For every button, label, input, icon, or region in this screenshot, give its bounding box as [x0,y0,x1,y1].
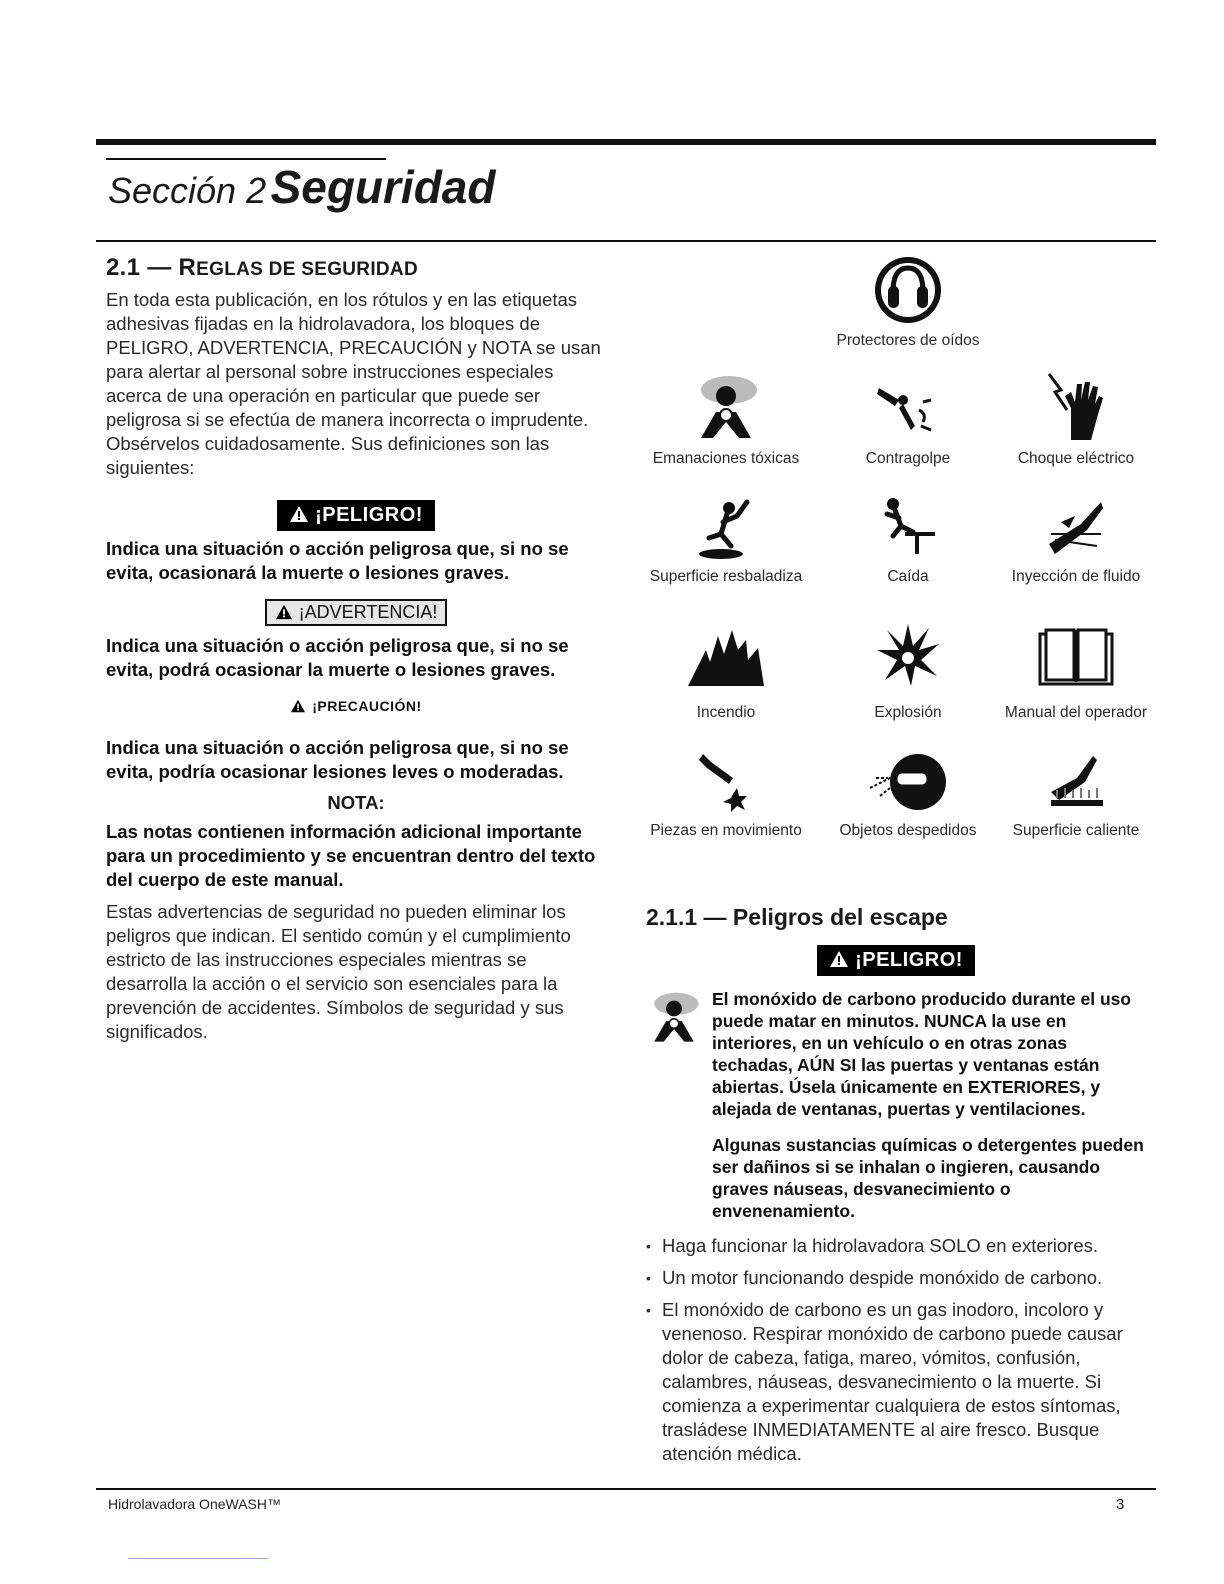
symbol-moving-parts [640,748,812,840]
warning-signal-word: ¡ADVERTENCIA! [265,599,448,626]
ear-protection-icon [873,252,943,328]
list-item: • Un motor funcionando despide monóxido de carbono. [646,1266,1146,1290]
symbol-caption: Inyección de fluido [1011,568,1141,585]
list-item: • Haga funcionar la hidrolavadora SOLO en exteriores. [646,1234,1146,1258]
moving-parts-icon [691,748,761,818]
symbol-caption: Manual del operador [1004,704,1148,721]
symbol-hot-surface [990,748,1162,840]
symbol-caption: Incendio [696,704,756,721]
symbol-slippery-surface [640,494,812,586]
caution-signal-word: ¡PRECAUCIÓN! [290,698,421,714]
symbol-caption: Protectores de oídos [836,332,980,349]
symbol-ear-protection [822,252,994,350]
list-item: • El monóxido de carbono es un gas inodoro, incoloro y venenoso. Respirar monóxido de carbono puede causar dolor de cabeza, fatiga, mareo, vómitos, confusión, calambres, náuseas, desvanecimiento o la muerte. Si comienza a experimentar cualquiera de estos síntomas, trasládese INMEDIATAMENTE al aire fresco. Busque atención médica. [646,1298,1146,1466]
symbol-electric-shock [990,370,1162,468]
symbol-fall [822,494,994,586]
exhaust-heading: 2.1.1 — Peligros del escape [646,904,948,930]
chemical-warning-text: Algunas sustancias químicas o detergentes pueden ser dañinos si se inhalan o ingieren, causando graves náuseas, desvanecimiento o envenenamiento. [712,1135,1144,1221]
symbol-fluid-injection [990,494,1162,586]
symbol-caption: Contragolpe [865,450,951,467]
explosion-icon [873,620,943,690]
hot-surface-icon [1041,748,1111,818]
warning-triangle-icon [829,950,849,968]
fall-icon [873,494,943,564]
symbol-thrown-objects [822,748,994,840]
warning-triangle-icon [289,505,309,523]
toxic-fumes-icon [646,988,702,1048]
symbol-explosion [822,620,994,722]
section-prefix: Sección 2 [108,170,267,211]
symbol-caption: Objetos despedidos [839,822,977,839]
warning-definition: Indica una situación o acción peligrosa que, si no se evita, podrá ocasionar la muerte o lesiones graves. [106,635,569,680]
section-title [108,160,496,214]
rules-closing: Estas advertencias de seguridad no pueden eliminar los peligros que indican. El sentido común y el cumplimiento estricto de las instrucciones especiales mientras se desarrolla la acción o el servicio son esenciales para la prevención de accidentes. Símbolos de seguridad y sus significados. [106,901,571,1042]
toxic-fumes-icon [691,370,761,446]
slippery-surface-icon [691,494,761,564]
exhaust-bullet-list [646,1234,1146,1466]
fire-icon [684,620,768,690]
warning-triangle-icon [290,699,306,713]
symbol-caption: Emanaciones tóxicas [652,450,800,467]
note-signal-word: NOTA: [327,792,385,813]
electric-shock-icon [1041,370,1111,446]
section-name: Seguridad [270,161,496,213]
top-rule [96,139,1156,145]
symbol-fire [640,620,812,722]
danger-signal-word: ¡PELIGRO! [277,500,435,531]
symbol-caption: Caída [887,568,929,585]
symbol-caption: Superficie caliente [1012,822,1140,839]
footer-rule [96,1488,1156,1490]
operator-manual-icon [1034,620,1118,690]
thrown-objects-icon [866,748,950,818]
symbol-toxic-fumes [640,370,812,468]
exhaust-hazards-section [646,904,1146,1474]
danger-definition: Indica una situación o acción peligrosa que, si no se evita, ocasionará la muerte o lesiones graves. [106,538,569,583]
rules-heading: 2.1 — REGLAS DE SEGURIDAD [106,254,418,281]
safety-rules-column [106,254,606,1044]
danger-signal-word: ¡PELIGRO! [817,945,975,976]
footer-product: Hidrolavadora OneWASH™ [108,1496,281,1512]
co-warning-text: El monóxido de carbono producido durante el uso puede matar en minutos. NUNCA la use en interiores, en un vehículo o en otras zonas techadas, AÚN SI las puertas y ventanas están abiertas. Úsela únicamente en EXTERIORES, y alejada de ventanas, puertas y ventilaciones. [712,989,1132,1119]
symbol-operator-manual [990,620,1162,722]
symbol-caption: Explosión [874,704,942,721]
section-rule [96,240,1156,242]
symbol-caption: Superficie resbaladiza [649,568,803,585]
symbol-caption: Piezas en movimiento [650,822,802,839]
warning-triangle-icon [275,604,293,620]
symbol-kickback [822,370,994,468]
note-definition: Las notas contienen información adicional importante para un procedimiento y se encuentran dentro del texto del cuerpo de este manual. [106,821,596,890]
rules-intro: En toda esta publicación, en los rótulos y en las etiquetas adhesivas fijadas en la hidrolavadora, los bloques de PELIGRO, ADVERTENCIA, PRECAUCIÓN y NOTA se usan para alertar al personal sobre instrucciones especiales acerca de una operación en particular que puede ser peligrosa si se efectúa de manera incorrecta o imprudente. Obsérvelos cuidadosamente. Sus definiciones son las siguientes: [106,289,601,478]
caution-definition: Indica una situación o acción peligrosa que, si no se evita, podría ocasionar lesiones leves o moderadas. [106,737,569,782]
fluid-injection-icon [1041,494,1111,564]
page-number: 3 [1116,1496,1125,1513]
scan-artifact-line [128,1558,268,1559]
kickback-icon [873,370,943,446]
symbol-caption: Choque eléctrico [1017,450,1135,467]
